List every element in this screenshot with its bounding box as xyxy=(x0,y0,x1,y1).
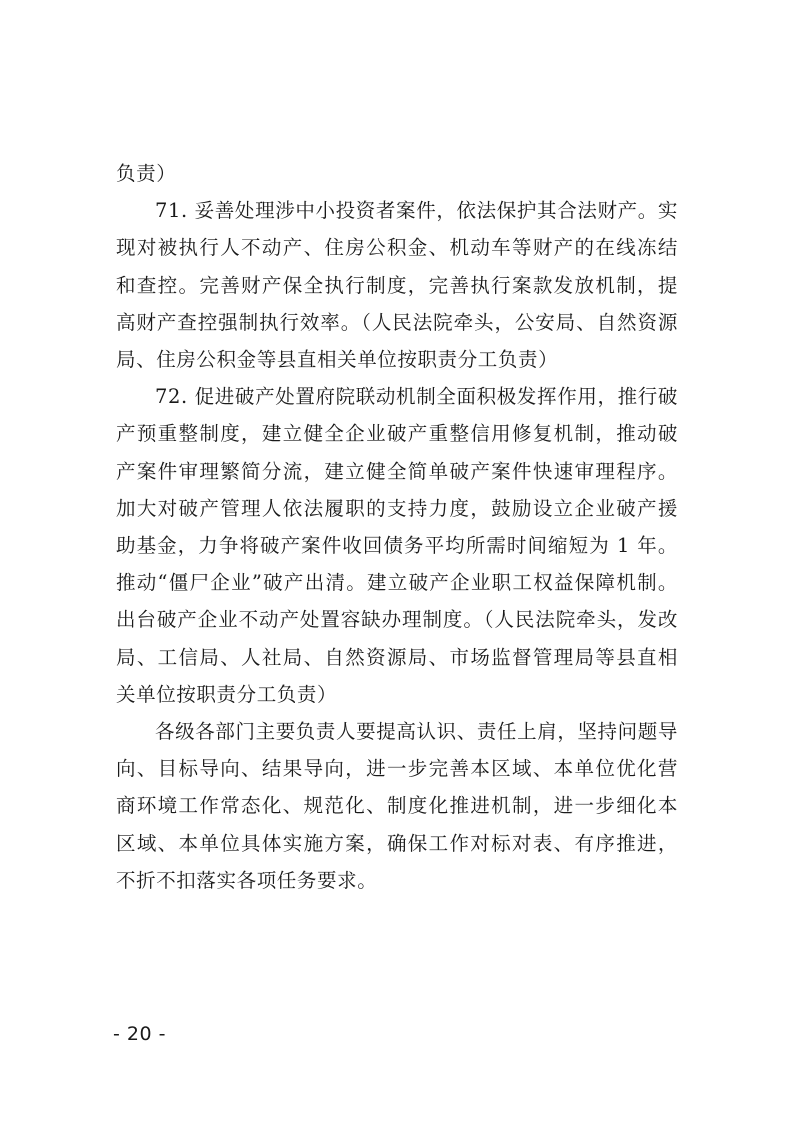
page-number: - 20 - xyxy=(113,1023,166,1045)
paragraph-closing: 各级各部门主要负责人要提高认识、责任上肩，坚持问题导向、目标导向、结果导向，进一步完善本区域、本单位优化营商环境工作常态化、规范化、制度化推进机制，进一步细化本区域、本单位具体实施方案，确保工作对标对表、有序推进，不折不扣落实各项任务要求。 xyxy=(116,720,678,892)
paragraph-item-72: 72. 促进破产处置府院联动机制全面积极发挥作用，推行破产预重整制度，建立健全企业破产重整信用修复机制，推动破产案件审理繁简分流，建立健全简单破产案件快速审理程序。加大对破产管理人依法履职的支持力度，鼓励设立企业破产援助基金，力争将破产案件收回债务平均所需时间缩短为 1 年。推动“僵尸企业”破产出清。建立破产企业职工权益保障机制。出台破产企业不动产处置容缺办理制度。（人民法院牵头，发改局、工信局、人社局、自然资源局、市场监督管理局等县直相关单位按职责分工负责） xyxy=(116,385,678,706)
body-text xyxy=(116,155,678,899)
paragraph-item-71: 71. 妥善处理涉中小投资者案件，依法保护其合法财产。实现对被执行人不动产、住房公积金、机动车等财产的在线冻结和查控。完善财产保全执行制度，完善执行案款发放机制，提高财产查控强制执行效率。（人民法院牵头，公安局、自然资源局、住房公积金等县直相关单位按职责分工负责） xyxy=(116,199,678,372)
paragraph-continuation: 负责） xyxy=(116,162,177,185)
